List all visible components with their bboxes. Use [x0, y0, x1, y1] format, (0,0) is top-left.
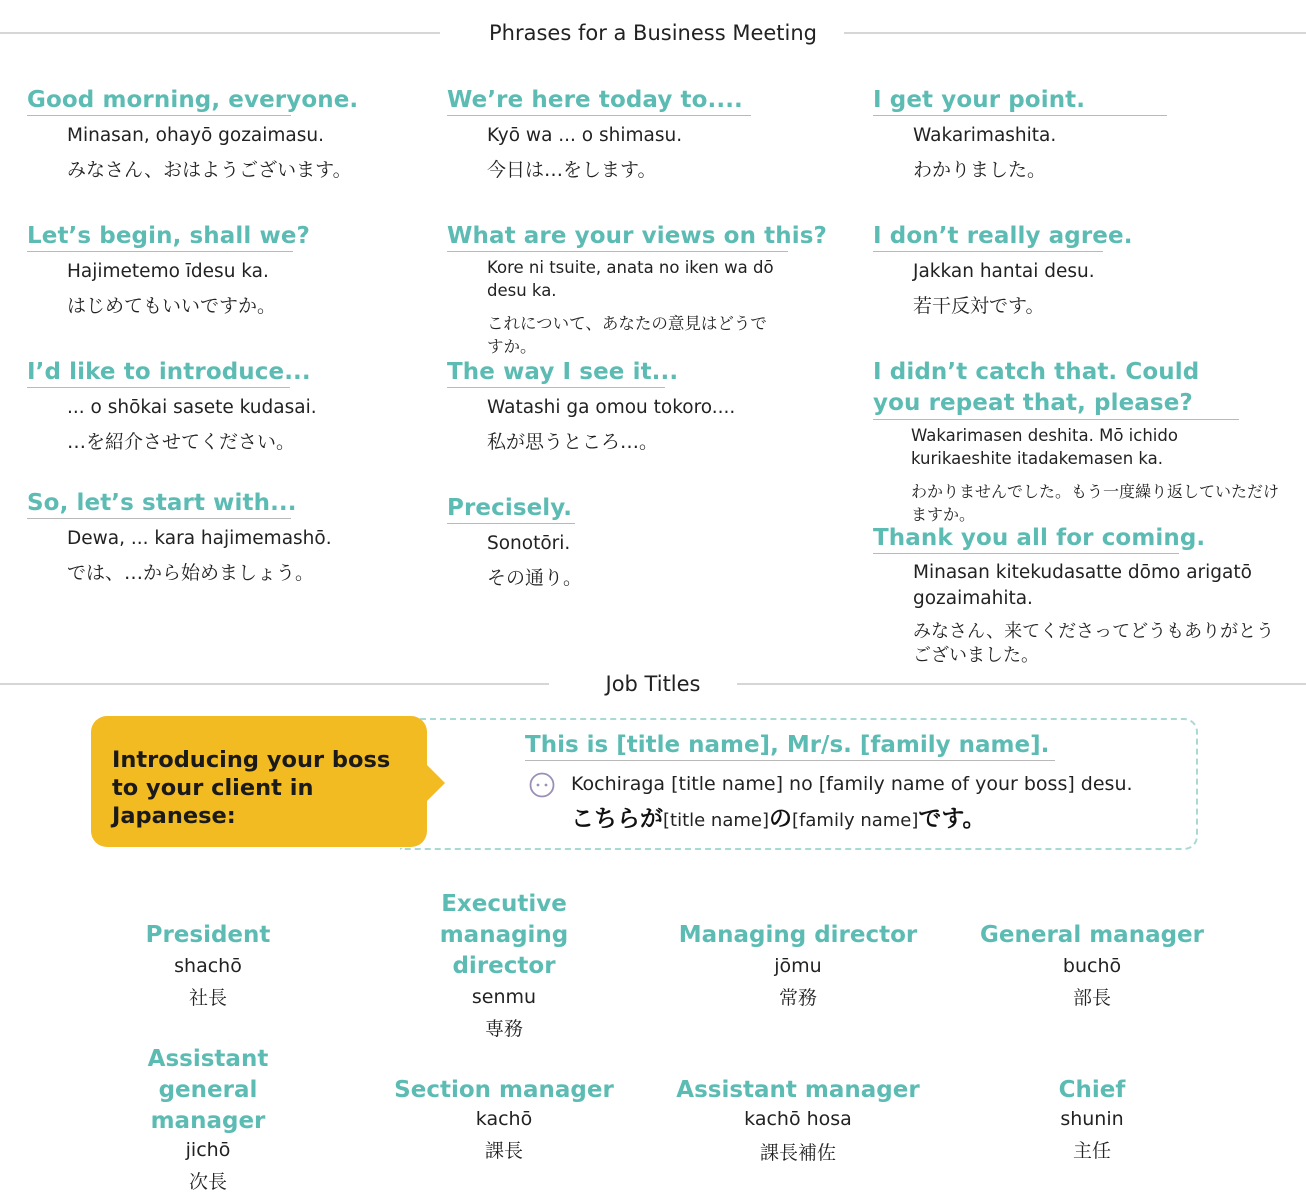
intro-jp-part: の	[769, 806, 793, 832]
phrase-japanese: 私が思うところ…。	[487, 431, 659, 453]
phrase-japanese: これについて、あなたの意見はどうですか。	[487, 314, 767, 356]
phrase-romaji: ... o shōkai sasete kudasai.	[67, 397, 317, 418]
phrase-japanese: 今日は…をします。	[487, 159, 657, 181]
phrase-japanese: その通り。	[487, 567, 583, 589]
job-executive-managing-director	[374, 889, 634, 1042]
job-japanese: 常務	[778, 987, 817, 1009]
phrase-japanese: …を紹介させてください。	[67, 431, 296, 453]
phrase-thank-you	[873, 523, 1283, 668]
phrase-romaji: Wakarimashita.	[913, 125, 1057, 146]
job-english: Section manager	[394, 1077, 614, 1103]
phrase-romaji: Jakkan hantai desu.	[913, 261, 1095, 282]
phrases-section-title: Phrases for a Business Meeting	[489, 21, 817, 45]
phrase-english: Thank you all for coming.	[873, 523, 1179, 554]
phrases-section-header	[0, 18, 1306, 48]
job-romaji: kachō hosa	[744, 1108, 852, 1130]
job-president	[78, 920, 338, 1011]
phrase-japanese: わかりませんでした。もう一度繰り返していただけますか。	[911, 482, 1280, 524]
job-english: Managing director	[678, 922, 918, 948]
phrase-japanese: みなさん、来てくださってどうもありがとうございました。	[913, 621, 1275, 666]
phrase-romaji: Sonotōri.	[487, 533, 571, 554]
job-romaji: buchō	[1062, 955, 1122, 977]
phrase-english: I didn’t catch that. Could you repeat that, please?	[873, 357, 1239, 420]
phrase-english: I don’t really agree.	[873, 221, 1103, 252]
phrase-japanese: では、…から始めましょう。	[67, 562, 315, 584]
job-english: Executive managing director	[439, 891, 569, 979]
phrase-english: The way I see it...	[447, 357, 665, 388]
job-section-manager	[374, 1075, 634, 1164]
phrase-here-today	[447, 85, 751, 182]
phrase-way-i-see	[447, 357, 735, 454]
phrase-english: I get your point.	[873, 85, 1167, 116]
job-romaji: shachō	[174, 955, 242, 977]
intro-romaji: Kochiraga [title name] no [family name of your boss] desu.	[571, 773, 1133, 795]
job-assistant-manager	[668, 1075, 928, 1166]
phrase-romaji: Minasan, ohayō gozaimasu.	[67, 125, 325, 146]
phrase-precisely	[447, 493, 582, 590]
callout-arrow	[426, 764, 445, 802]
intro-english-phrase: This is [title name], Mr/s. [family name].	[525, 730, 1055, 761]
job-japanese: 主任	[1072, 1140, 1111, 1162]
intro-jp-part: です。	[918, 806, 986, 832]
phrase-english: We’re here today to....	[447, 85, 751, 116]
job-japanese: 専務	[484, 1018, 523, 1040]
job-japanese: 次長	[188, 1171, 227, 1193]
job-chief	[962, 1075, 1222, 1164]
jobs-section-header	[0, 669, 1306, 699]
phrase-english: Precisely.	[447, 493, 575, 524]
phrase-japanese: はじめてもいいですか。	[67, 295, 277, 317]
job-english: Assistant manager	[676, 1077, 920, 1103]
phrase-romaji: Minasan kitekudasatte dōmo arigatō gozaimahita.	[913, 562, 1252, 609]
job-managing-director	[668, 920, 928, 1011]
phrase-introduce	[27, 357, 317, 454]
intro-jp-part: [family name]	[792, 810, 919, 831]
job-english: Chief	[1058, 1077, 1126, 1103]
job-romaji: shunin	[1060, 1108, 1124, 1130]
job-assistant-general-manager	[78, 1044, 338, 1195]
phrase-good-morning	[27, 85, 359, 182]
jobs-section-title: Job Titles	[605, 672, 701, 696]
speech-face-icon	[529, 772, 555, 798]
phrase-get-your-point	[873, 85, 1167, 182]
intro-jp-part: [title name]	[663, 810, 770, 831]
phrase-english: I’d like to introduce...	[27, 357, 290, 388]
job-romaji: jōmu	[774, 955, 822, 977]
phrase-japanese: みなさん、おはようございます。	[67, 159, 352, 181]
phrase-romaji: Watashi ga omou tokoro....	[487, 397, 736, 418]
phrase-your-views	[447, 221, 827, 358]
job-japanese: 社長	[188, 987, 227, 1009]
job-japanese: 部長	[1072, 987, 1111, 1009]
phrase-romaji: Wakarimasen deshita. Mō ichido kurikaeshite itadakemasen ka.	[911, 426, 1178, 468]
job-english: Assistant general manager	[147, 1046, 269, 1134]
job-romaji: senmu	[471, 986, 537, 1008]
phrase-romaji: Kyō wa ... o shimasu.	[487, 125, 683, 146]
job-romaji: jichō	[185, 1139, 231, 1161]
job-japanese: 課長	[484, 1140, 523, 1162]
phrase-english: So, let’s start with...	[27, 488, 291, 519]
phrase-didnt-catch	[873, 357, 1281, 526]
job-japanese: 課長補佐	[759, 1142, 836, 1164]
phrase-english: What are your views on this?	[447, 221, 788, 252]
phrase-japanese: わかりました。	[913, 159, 1047, 181]
job-romaji: kachō	[475, 1108, 533, 1130]
phrase-romaji: Hajimetemo īdesu ka.	[67, 261, 269, 282]
intro-callout-label: Introducing your boss to your client in Japanese:	[112, 747, 391, 829]
job-english: President	[145, 922, 271, 948]
phrase-romaji: Kore ni tsuite, anata no iken wa dō desu ka.	[487, 258, 774, 300]
phrase-start-with	[27, 488, 332, 585]
intro-callout-bubble	[91, 716, 427, 847]
phrase-english: Let’s begin, shall we?	[27, 221, 293, 252]
phrase-lets-begin	[27, 221, 310, 318]
phrase-japanese: 若干反対です。	[913, 295, 1045, 317]
job-english: General manager	[980, 922, 1204, 948]
phrase-english: Good morning, everyone.	[27, 85, 291, 116]
job-general-manager	[962, 920, 1222, 1011]
intro-japanese	[571, 804, 986, 836]
phrase-romaji: Dewa, ... kara hajimemashō.	[67, 528, 332, 549]
intro-jp-part: こちらが	[571, 806, 663, 832]
phrase-dont-agree	[873, 221, 1133, 318]
